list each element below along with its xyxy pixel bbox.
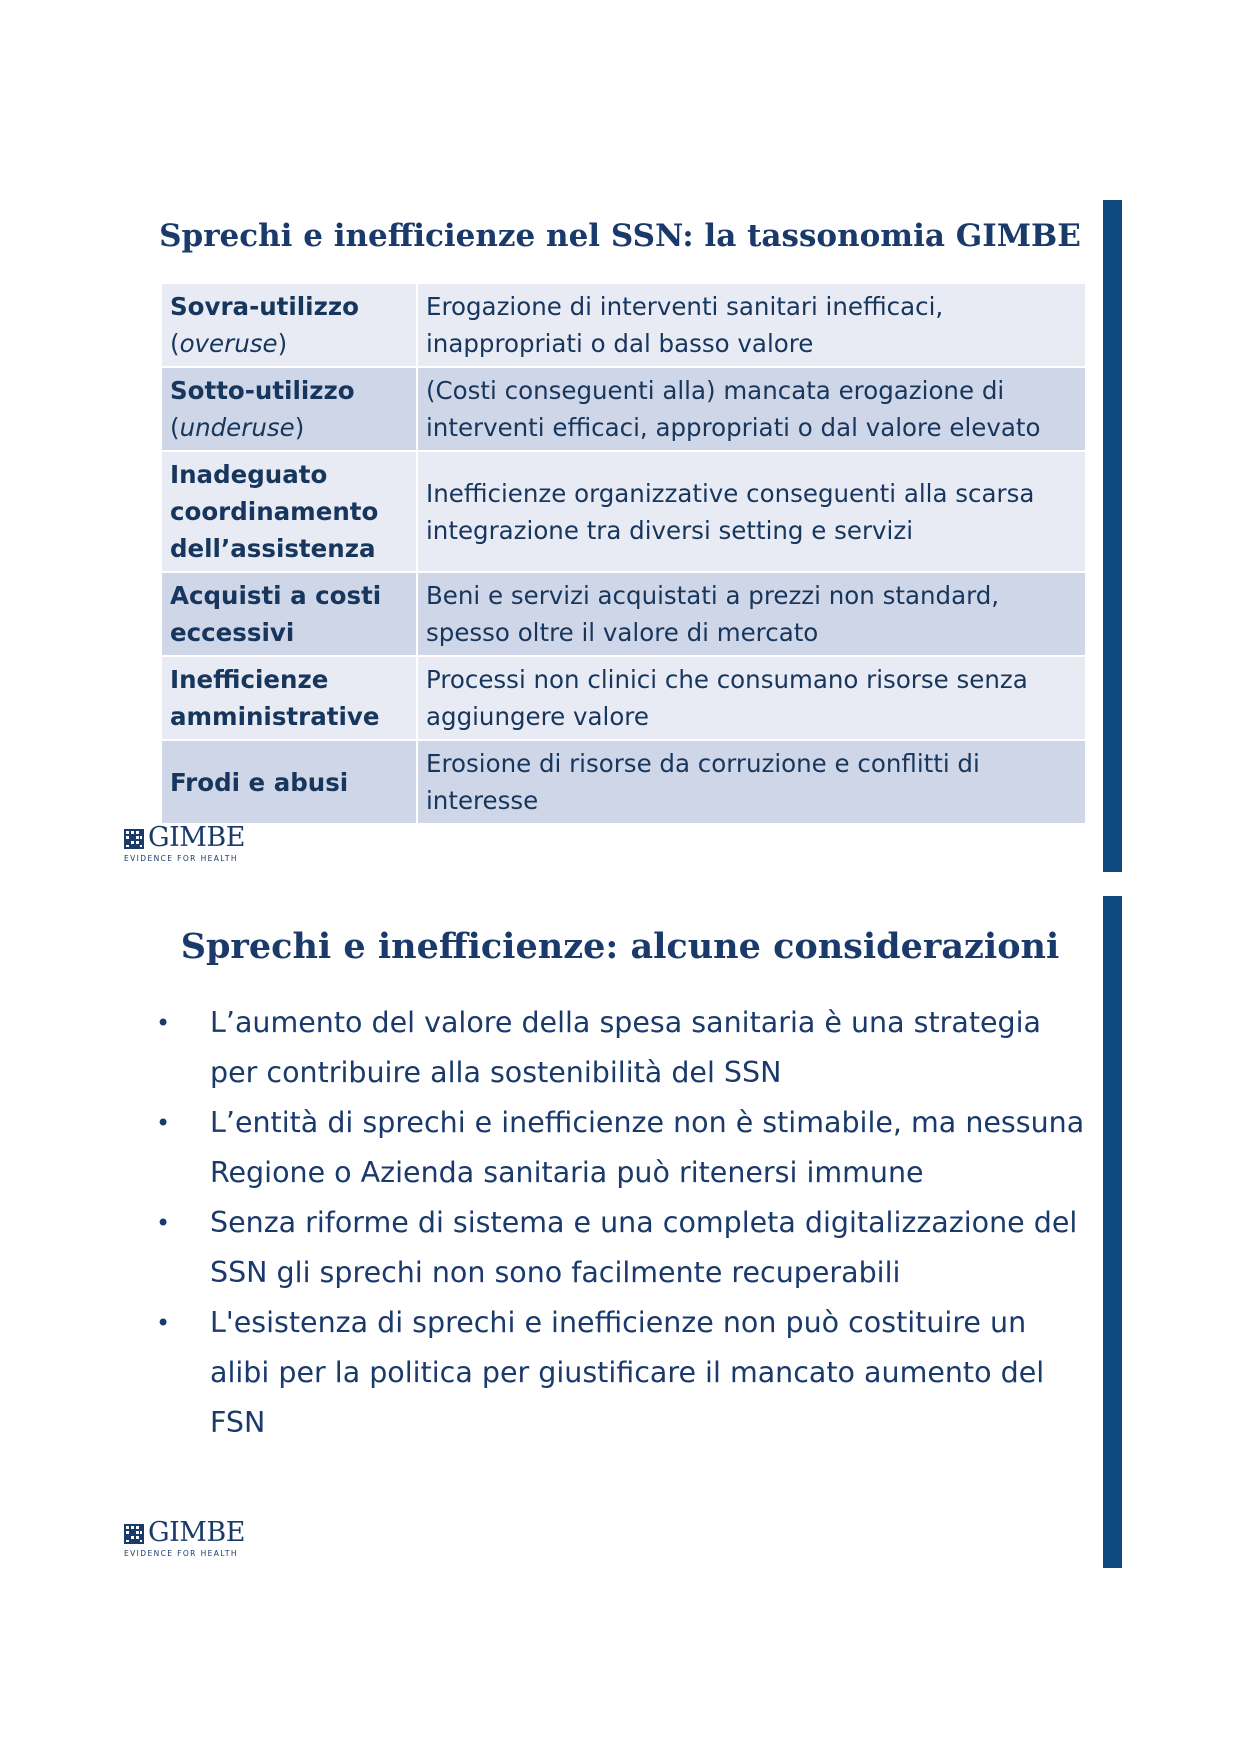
accent-bar	[1103, 896, 1122, 1568]
bullet-text: L’aumento del valore della spesa sanitaria è una strategia per contribuire alla sostenibilità del SSN	[210, 1006, 1042, 1089]
logo-wordmark: GIMBE	[148, 822, 245, 853]
bullet-list	[150, 998, 1090, 1448]
gimbe-grid-icon	[124, 1524, 144, 1544]
description-cell: Processi non clinici che consumano risorse senza aggiungere valore	[417, 656, 1086, 740]
logo-wordmark: GIMBE	[148, 1517, 245, 1548]
list-item	[150, 1298, 1090, 1448]
term-gloss: (underuse)	[170, 413, 305, 442]
description-cell: Inefficienze organizzative conseguenti alla scarsa integrazione tra diversi setting e servizi	[417, 451, 1086, 572]
term-cell: Inefficienze amministrative	[161, 656, 417, 740]
table-row	[161, 283, 1086, 367]
table-row	[161, 740, 1086, 824]
description-cell: (Costi conseguenti alla) mancata erogazione di interventi efficaci, appropriati o dal valore elevato	[417, 367, 1086, 451]
accent-bar	[1103, 200, 1122, 872]
description-cell: Beni e servizi acquistati a prezzi non standard, spesso oltre il valore di mercato	[417, 572, 1086, 656]
term-label: Sovra-utilizzo	[170, 292, 359, 321]
bullet-icon: •	[156, 1109, 171, 1137]
gimbe-logo	[124, 1517, 254, 1562]
gimbe-grid-icon	[124, 829, 144, 849]
description-cell: Erogazione di interventi sanitari inefficaci, inappropriati o dal basso valore	[417, 283, 1086, 367]
logo-tagline: EVIDENCE FOR HEALTH	[124, 854, 238, 863]
bullet-text: Senza riforme di sistema e una completa digitalizzazione del SSN gli sprechi non sono facilmente recuperabili	[210, 1206, 1078, 1289]
description-cell: Erosione di risorse da corruzione e conflitti di interesse	[417, 740, 1086, 824]
taxonomy-table	[160, 282, 1087, 825]
term-cell	[161, 283, 417, 367]
slide-title: Sprechi e inefficienze nel SSN: la tassonomia GIMBE	[159, 218, 1081, 254]
term-gloss: (overuse)	[170, 329, 288, 358]
term-cell: Frodi e abusi	[161, 740, 417, 824]
table-row	[161, 572, 1086, 656]
bullet-icon: •	[156, 1009, 171, 1037]
list-item	[150, 1098, 1090, 1198]
list-item	[150, 1198, 1090, 1298]
slide-title: Sprechi e inefficienze: alcune considerazioni	[180, 926, 1060, 967]
table-row	[161, 367, 1086, 451]
list-item	[150, 998, 1090, 1098]
bullet-text: L’entità di sprechi e inefficienze non è stimabile, ma nessuna Regione o Azienda sanitaria può ritenersi immune	[210, 1106, 1085, 1189]
term-cell: Inadeguato coordinamento dell’assistenza	[161, 451, 417, 572]
bullet-icon: •	[156, 1209, 171, 1237]
term-cell: Acquisti a costi eccessivi	[161, 572, 417, 656]
logo-tagline: EVIDENCE FOR HEALTH	[124, 1549, 238, 1558]
gimbe-logo	[124, 822, 254, 867]
slide-taxonomy	[0, 200, 1241, 872]
term-cell	[161, 367, 417, 451]
bullet-icon: •	[156, 1309, 171, 1337]
table-row	[161, 656, 1086, 740]
slide-considerations	[0, 896, 1241, 1568]
table-row	[161, 451, 1086, 572]
bullet-text: L'esistenza di sprechi e inefficienze non può costituire un alibi per la politica per giustificare il mancato aumento del FSN	[210, 1306, 1045, 1439]
term-label: Sotto-utilizzo	[170, 376, 355, 405]
